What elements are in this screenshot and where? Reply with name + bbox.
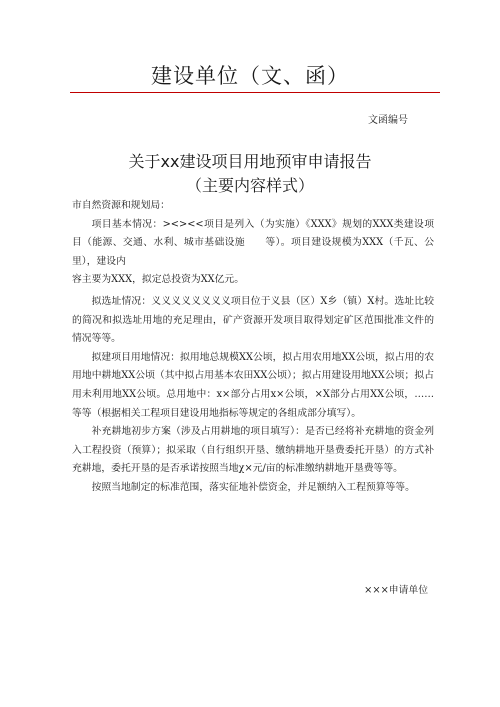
issuing-organization-title: 建设单位（文、函） [151, 64, 349, 88]
report-title-line-1: 关于xx建设项目用地预审申请报告 [128, 152, 372, 171]
report-body [72, 197, 434, 498]
paragraph-compensation: 按照当地制定的标准范围，落实征地补偿资金，并足额纳入工程预算等等。 [91, 481, 415, 493]
document-number-label: 文函编号 [368, 115, 408, 126]
paragraph-land-use: 拟建项目用地情况：拟用地总规模XX公顷，拟占用农用地XX公顷，拟占用的农用地中耕地XX公顷（其中拟占用基本农田XX公顷）；拟占用建设用地XX公顷；拟占用未利用地XX公顷。总用地中：x×部分占用x×公顷，×X部分占用XX公顷，……等等（根据相关工程项目建设用地指标等规定的各组成部分填写）。 [72, 351, 434, 419]
report-title-line-2: （主要内容样式） [185, 176, 314, 195]
paragraph-project-basics-continued: 容主要为XXX，拟定总投资为XX亿元。 [72, 274, 245, 286]
paragraph-site-selection: 拟选址情况：义义义义义义义义项目位于义县（区）X乡（镇）X村。选址比较的简况和拟选址用地的充足理由，矿产资源开发项目取得划定矿区范围批准文件的情况等等。 [72, 295, 434, 345]
paragraph-farmland-supplement: 补充耕地初步方案（涉及占用耕地的项目填写）：是否已经将补充耕地的资金列入工程投资（预算）；拟采取（自行组织开垦、缴纳耕地开垦费委托开垦）的方式补充耕地，委托开垦的是否承诺按照当地χ×元/亩的标准缴纳耕地开垦费等等。 [72, 426, 434, 475]
report-title [0, 150, 500, 198]
paragraph-project-basics: 项目基本情况：><><<项目是列入（为实施）《XXX》规划的XXX类建设项目（能源、交通、水利、城市基础设施 等）。项目建设规模为XXX（千瓦、公里），建设内 [72, 218, 434, 267]
salutation: 市自然资源和规划局： [72, 200, 170, 211]
applicant-signature: ×××申请单位 [364, 585, 428, 596]
header-red-rule [70, 92, 440, 93]
